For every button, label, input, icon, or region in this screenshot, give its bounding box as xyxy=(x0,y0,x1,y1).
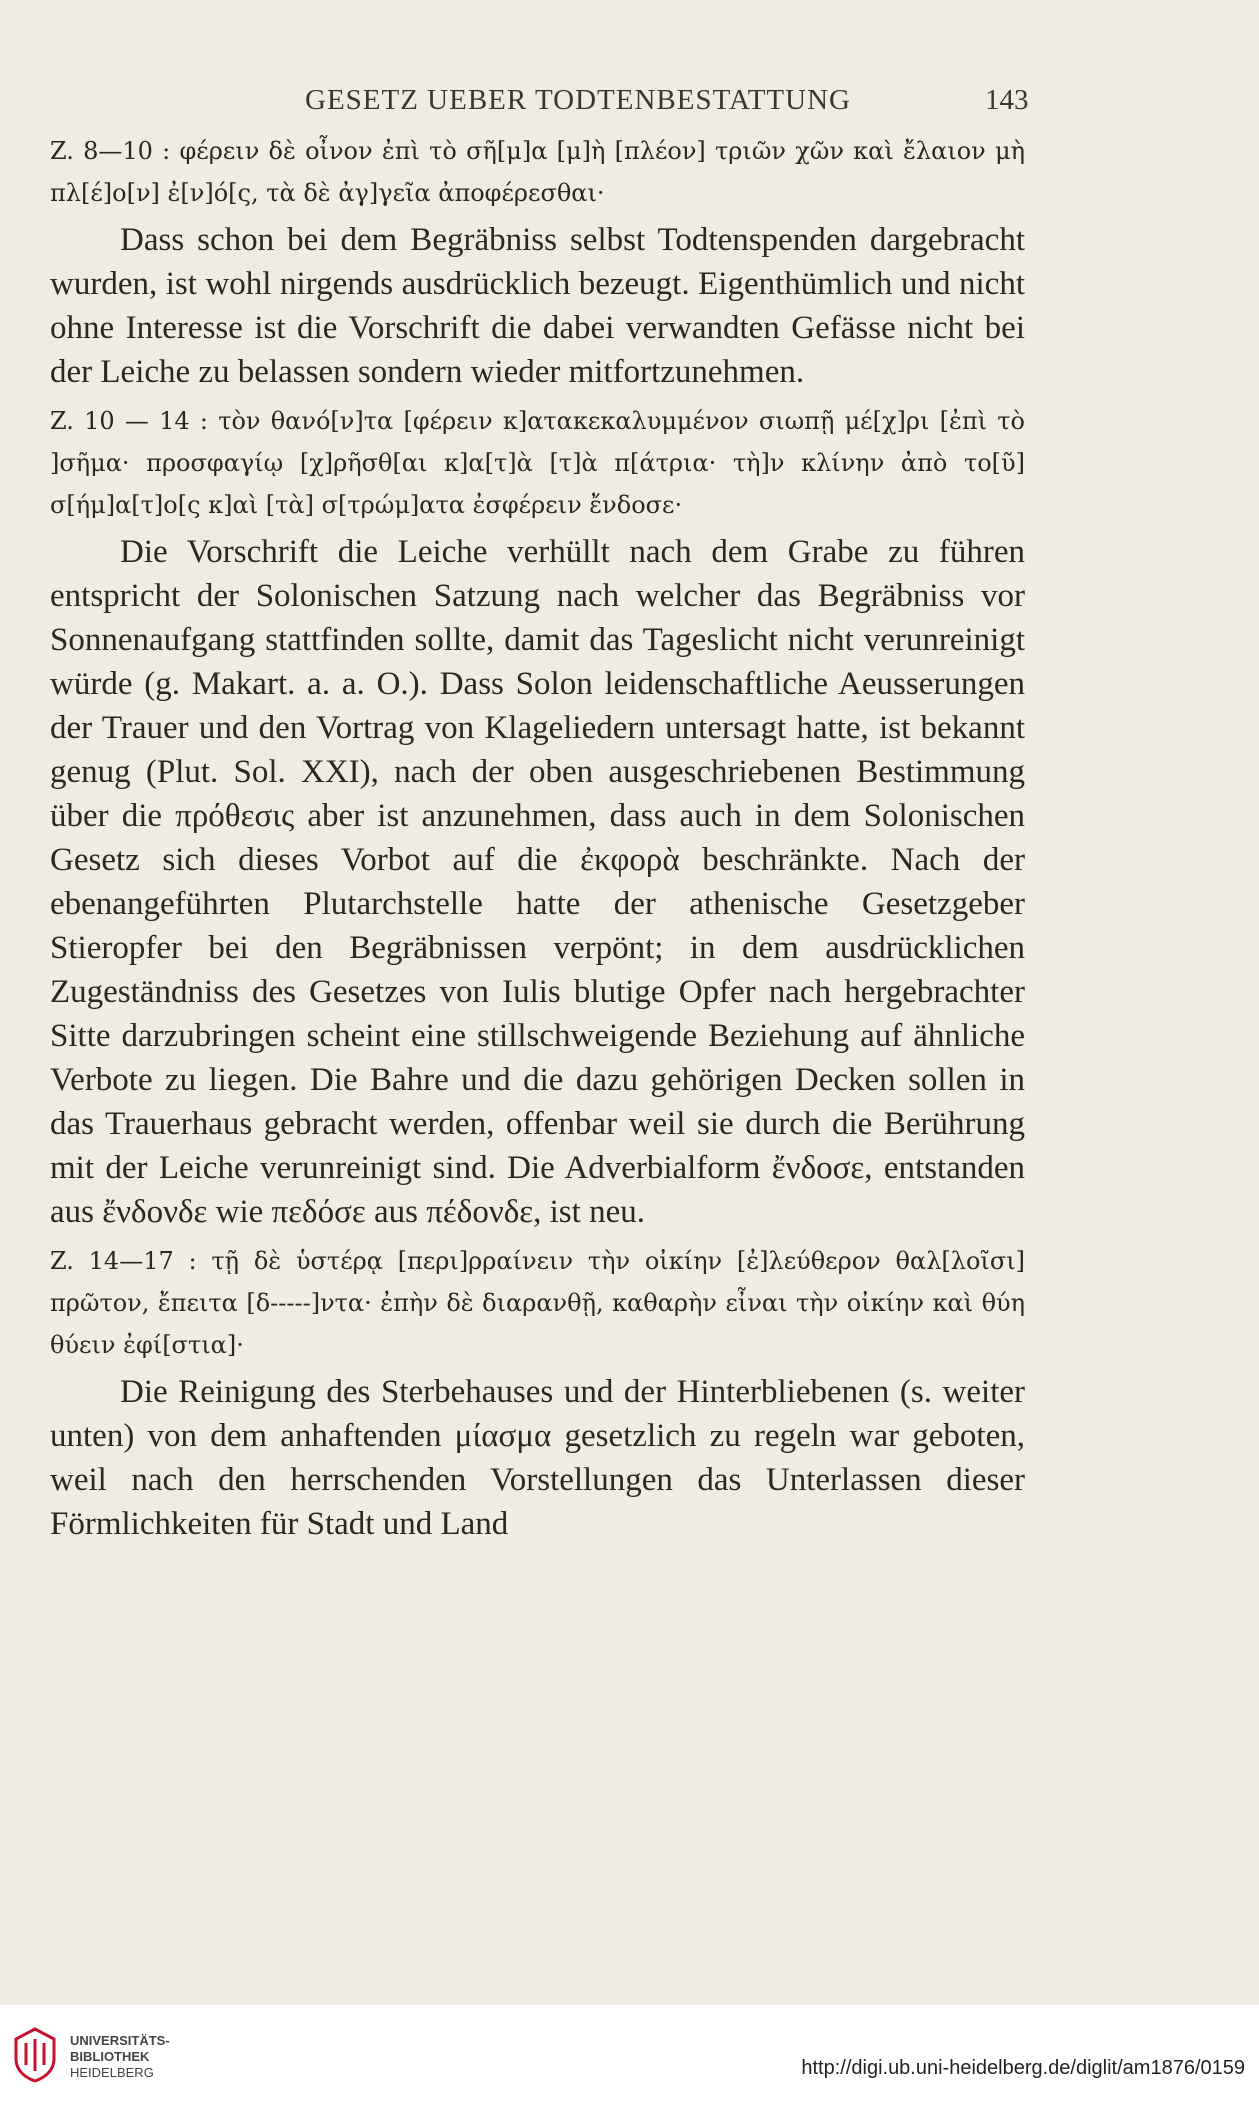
commentary-paragraph-3: Die Reinigung des Sterbehauses und der Hinterbliebenen (s. weiter unten) von dem anhaftenden μίασμα gesetzlich zu regeln war geboten, weil nach den herrschenden Vorstellungen das Unterlassen dieser Förmlichkeiten für Stadt und Land xyxy=(50,1374,1025,1542)
greek-inscription-lines-14-17: Z. 14—17 : τῇ δὲ ὑστέρᾳ [περι]ρραίνειν τὴν οἰκίην [ἐ]λεύθερον θαλ[λοῖσι] πρῶτον, ἔπειτα [δ-----]ντα· ἐπὴν δὲ διαρανθῇ, καθαρὴν εἶναι τὴν οἰκίην καὶ θύη θύειν ἐφί[στια]· xyxy=(50,1247,1025,1359)
running-head: GESETZ UEBER TODTENBESTATTUNG xyxy=(305,84,851,116)
page-header xyxy=(0,84,1259,124)
source-url-link[interactable]: http://digi.ub.uni-heidelberg.de/diglit/am1876/0159 xyxy=(801,2057,1245,2079)
greek-inscription-lines-10-14: Z. 10 — 14 : τὸν θανό[ν]τα [φέρειν κ]ατακεκαλυμμένον σιωπῇ μέ[χ]ρι [ἐπὶ τὸ ]σῆμα· προσφαγίῳ [χ]ρῆσθ[αι κ]α[τ]ὰ [τ]ὰ π[άτρια· τὴ]ν κλίνην ἀπὸ το[ῦ] σ[ήμ]α[τ]ο[ς κ]αὶ [τὰ] σ[τρώμ]ατα ἐσφέρειν ἔνδοσε· xyxy=(50,407,1025,519)
library-name-line-1: UNIVERSITÄTS- xyxy=(70,2033,170,2048)
commentary-paragraph-1: Dass schon bei dem Begräbniss selbst Todtenspenden dargebracht wurden, ist wohl nirgends ausdrücklich bezeugt. Eigenthümlich und nicht ohne Interesse ist die Vorschrift die dabei verwandten Gefässe nicht bei der Leiche zu belassen sondern wieder mitfortzunehmen. xyxy=(50,222,1025,390)
library-name-line-3: HEIDELBERG xyxy=(70,2065,154,2080)
commentary-paragraph-2: Die Vorschrift die Leiche verhüllt nach dem Grabe zu führen entspricht der Solonischen Satzung nach welcher das Begräbniss vor Sonnenaufgang stattfinden sollte, damit das Tageslicht nicht verunreinigt würde (g. Makart. a. a. O.). Dass Solon leidenschaftliche Aeusserungen der Trauer und den Vortrag von Klageliedern untersagt hatte, ist bekannt genug (Plut. Sol. XXI), nach der oben ausgeschriebenen Bestimmung über die πρόθεσις aber ist anzunehmen, dass auch in dem Solonischen Gesetz sich dieses Vorbot auf die ἐκφορὰ beschränkte. Nach der ebenangeführten Plutarchstelle hatte der athenische Gesetzgeber Stieropfer bei den Begräbnissen verpönt; in dem ausdrücklichen Zugeständniss des Gesetzes von Iulis blutige Opfer nach hergebrachter Sitte darzubringen scheint eine stillschweigende Beziehung auf ähnliche Verbote zu liegen. Die Bahre und die dazu gehörigen Decken sollen in das Trauerhaus gebracht werden, offenbar weil sie durch die Berührung mit der Leiche verunreinigt sind. Die Adverbialform ἔνδοσε, entstanden aus ἔνδονδε wie πεδόσε aus πέδονδε, ist neu. xyxy=(50,534,1025,1230)
university-library-logo-icon xyxy=(10,2025,60,2083)
page-body xyxy=(50,130,1025,1552)
footer-bar xyxy=(0,2005,1259,2120)
library-name xyxy=(70,2033,170,2081)
page-number: 143 xyxy=(985,84,1029,116)
greek-inscription-lines-8-10: Z. 8—10 : φέρειν δὲ οἶνον ἐπὶ τὸ σῆ[μ]α [μ]ὴ [πλέον] τριῶν χῶν καὶ ἔλαιον μὴ πλ[έ]ο[ν] ἐ[ν]ό[ς, τὰ δὲ ἀγ]γεῖα ἀποφέρεσθαι· xyxy=(50,137,1025,207)
library-name-line-2: BIBLIOTHEK xyxy=(70,2049,150,2064)
